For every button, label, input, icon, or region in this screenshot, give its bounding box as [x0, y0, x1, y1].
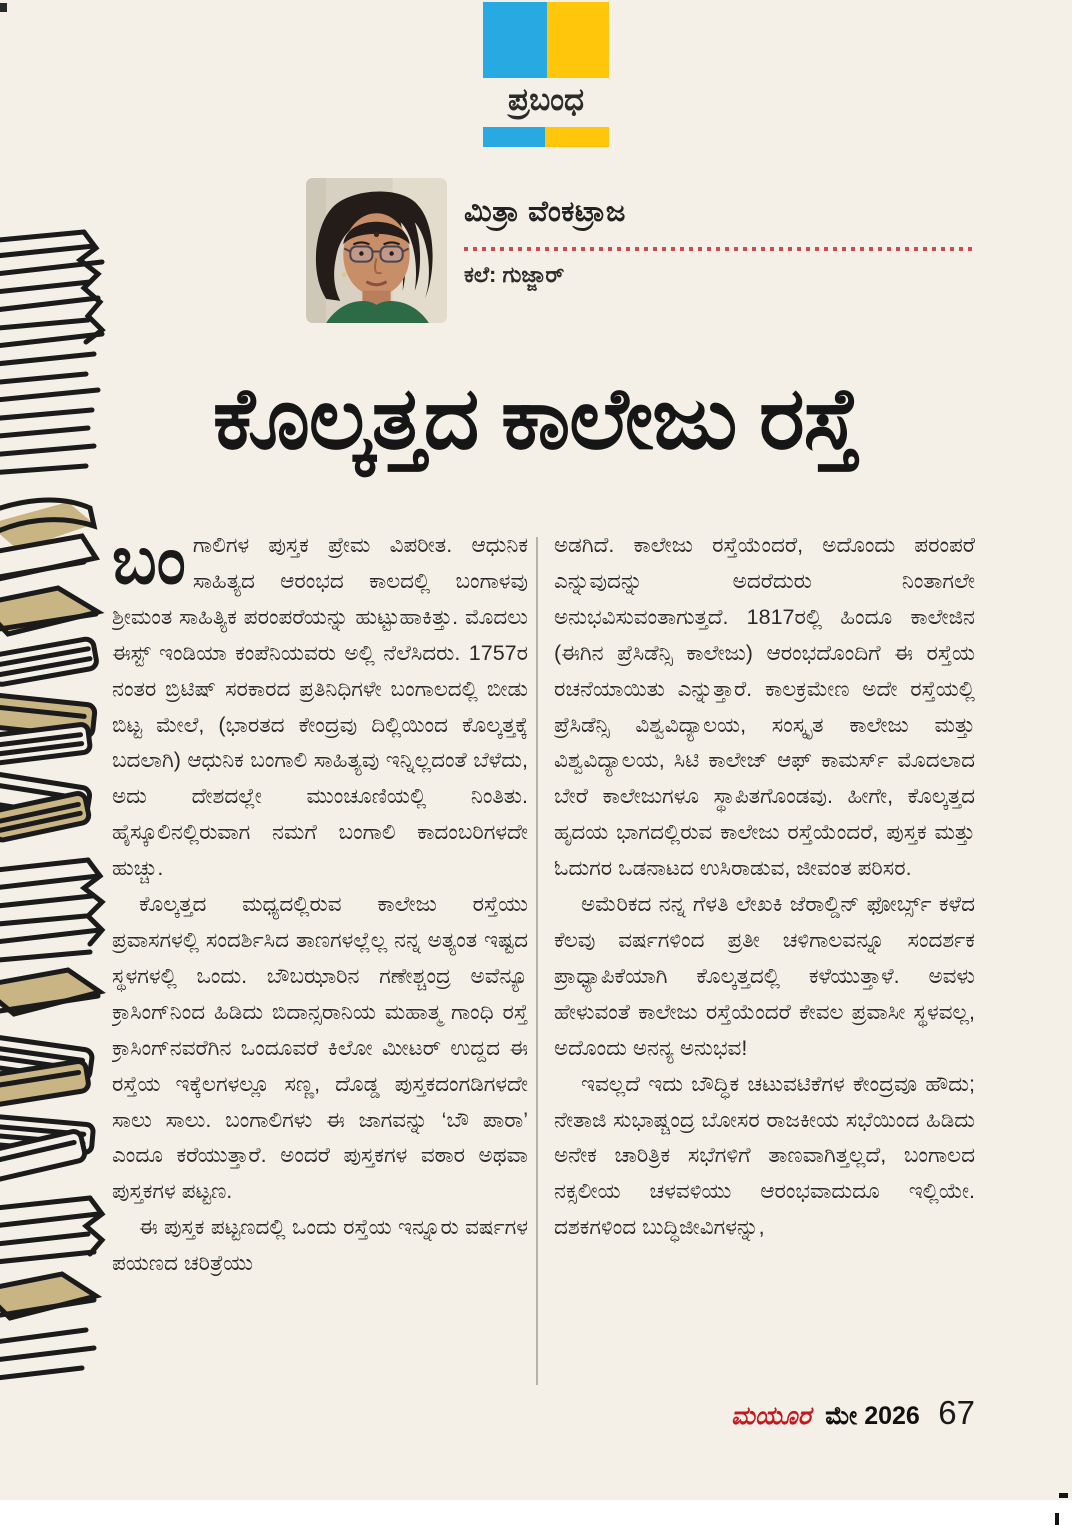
- kicker-strip-blue: [483, 127, 545, 147]
- page-footer: [731, 1394, 975, 1432]
- section-kicker: ಪ್ರಬಂಧ: [508, 82, 584, 117]
- author-name: ಮಿತ್ರಾ ವೆಂಕಟ್ರಾಜ: [464, 196, 626, 228]
- author-photo: [306, 178, 447, 323]
- crop-mark: [1055, 1513, 1059, 1525]
- scan-bottom-strip: [0, 1500, 1072, 1525]
- article-paragraph: ಅಡಗಿದೆ. ಕಾಲೇಜು ರಸ್ತೆಯೆಂದರೆ, ಅದೊಂದು ಪರಂಪರೆ ಎನ್ನುವುದನ್ನು ಅದರೆದುರು ನಿಂತಾಗಲೇ ಅನುಭವಿಸುವಂತಾಗುತ್ತದೆ. 1817ರಲ್ಲಿ ಹಿಂದೂ ಕಾಲೇಜಿನ (ಈಗಿನ ಪ್ರೆಸಿಡೆನ್ಸಿ ಕಾಲೇಜು) ಆರಂಭದೊಂದಿಗೆ ಈ ರಸ್ತೆಯ ರಚನೆಯಾಯಿತು ಎನ್ನುತ್ತಾರೆ. ಕಾಲಕ್ರಮೇಣ ಅದೇ ರಸ್ತೆಯಲ್ಲಿ ಪ್ರೆಸಿಡೆನ್ಸಿ ವಿಶ್ವವಿದ್ಯಾಲಯ, ಸಂಸ್ಕೃತ ಕಾಲೇಜು ಮತ್ತು ವಿಶ್ವವಿದ್ಯಾಲಯ, ಸಿಟಿ ಕಾಲೇಜ್ ಆಫ್ ಕಾಮರ್ಸ್ ಮೊದಲಾದ ಬೇರೆ ಕಾಲೇಜುಗಳೂ ಸ್ಥಾಪಿತಗೊಂಡವು. ಹೀಗೇ, ಕೊಲ್ಕತ್ತದ ಹೃದಯ ಭಾಗದಲ್ಲಿರುವ ಕಾಲೇಜು ರಸ್ತೆಯೆಂದರೆ, ಪುಸ್ತಕ ಮತ್ತು ಓದುಗರ ಒಡನಾಟದ ಉಸಿರಾಡುವ, ಜೀವಂತ ಪರಿಸರ.: [554, 533, 975, 881]
- column-divider: [536, 537, 538, 1385]
- article-paragraph: ಈ ಪುಸ್ತಕ ಪಟ್ಟಣದಲ್ಲಿ ಒಂದು ರಸ್ತೆಯ ಇನ್ನೂರು ವರ್ಷಗಳ ಪಯಣದ ಚರಿತ್ರೆಯು: [112, 1215, 528, 1276]
- article-paragraph: ಅಮೆರಿಕದ ನನ್ನ ಗೆಳತಿ ಲೇಖಕಿ ಜೆರಾಲ್ಡಿನ್ ಫೋರ್ಬ್ಸ್ ಕಳೆದ ಕೆಲವು ವರ್ಷಗಳಿಂದ ಪ್ರತೀ ಚಳಿಗಾಲವನ್ನೂ ಸಂದರ್ಶಕ ಪ್ರಾಧ್ಯಾಪಿಕೆಯಾಗಿ ಕೊಲ್ಕತ್ತದಲ್ಲಿ ಕಳೆಯುತ್ತಾಳೆ. ಅವಳು ಹೇಳುವಂತೆ ಕಾಲೇಜು ರಸ್ತೆಯೆಂದರೆ ಕೇವಲ ಪ್ರವಾಸೀ ಸ್ಥಳವಲ್ಲ, ಅದೊಂದು ಅನನ್ಯ ಅನುಭವ!: [554, 892, 975, 1060]
- art-credit: ಕಲೆ: ಗುಜ್ಜಾರ್: [464, 262, 565, 287]
- article-column-left: [112, 528, 528, 1394]
- article-column-right: [554, 528, 975, 1394]
- drop-cap: ಬಂ: [112, 528, 186, 597]
- kicker-strip-yellow: [545, 127, 609, 147]
- magazine-name: ಮಯೂರ: [731, 1402, 811, 1430]
- article-paragraph: ಕೊಲ್ಕತ್ತದ ಮಧ್ಯದಲ್ಲಿರುವ ಕಾಲೇಜು ರಸ್ತೆಯು ಪ್ರವಾಸಗಳಲ್ಲಿ ಸಂದರ್ಶಿಸಿದ ತಾಣಗಳಲ್ಲೆಲ್ಲ ನನ್ನ ಅತ್ಯಂತ ಇಷ್ಟದ ಸ್ಥಳಗಳಲ್ಲಿ ಒಂದು. ಬೌಬಝಾರಿನ ಗಣೇಶ್ಚಂದ್ರ ಅವೆನ್ಯೂ ಕ್ರಾಸಿಂಗ್‌ನಿಂದ ಹಿಡಿದು ಬಿದಾನ್ಸರಾನಿಯ ಮಹಾತ್ಮ ಗಾಂಧಿ ರಸ್ತೆ ಕ್ರಾಸಿಂಗ್‌ನವರೆಗಿನ ಒಂದೂವರೆ ಕಿಲೋ ಮೀಟರ್ ಉದ್ದದ ಈ ರಸ್ತೆಯ ಇಕ್ಕೆಲಗಳಲ್ಲೂ ಸಣ್ಣ, ದೊಡ್ಡ ಪುಸ್ತಕದಂಗಡಿಗಳದೇ ಸಾಲು ಸಾಲು. ಬಂಗಾಲಿಗಳು ಈ ಜಾಗವನ್ನು ‘ಬೌ ಪಾರಾ’ ಎಂದೂ ಕರೆಯುತ್ತಾರೆ. ಅಂದರೆ ಪುಸ್ತಕಗಳ ವಠಾರ ಅಥವಾ ಪುಸ್ತಕಗಳ ಪಟ್ಟಣ.: [112, 892, 528, 1204]
- issue-date: ಮೇ 2026: [825, 1402, 920, 1430]
- kicker-blue-block: [483, 2, 547, 78]
- dotted-rule: [464, 247, 975, 251]
- article-paragraph: ಇವಲ್ಲದೆ ಇದು ಬೌದ್ಧಿಕ ಚಟುವಟಿಕೆಗಳ ಕೇಂದ್ರವೂ ಹೌದು; ನೇತಾಜಿ ಸುಭಾಷ್ಚಂದ್ರ ಬೋಸರ ರಾಜಕೀಯ ಸಭೆಯಿಂದ ಹಿಡಿದು ಅನೇಕ ಚಾರಿತ್ರಿಕ ಸಭೆಗಳಿಗೆ ತಾಣವಾಗಿತ್ತಲ್ಲದೆ, ಬಂಗಾಲದ ನಕ್ಸಲೀಯ ಚಳವಳಿಯು ಆರಂಭವಾದುದೂ ಇಲ್ಲಿಯೇ. ದಶಕಗಳಿಂದ ಬುದ್ಧಿಜೀವಿಗಳನ್ನು,: [554, 1071, 975, 1240]
- crop-mark: [1059, 1493, 1068, 1498]
- article-paragraph: ಬಂಗಾಲಿಗಳ ಪುಸ್ತಕ ಪ್ರೇಮ ವಿಪರೀತ. ಆಧುನಿಕ ಸಾಹಿತ್ಯದ ಆರಂಭದ ಕಾಲದಲ್ಲಿ ಬಂಗಾಳವು ಶ್ರೀಮಂತ ಸಾಹಿತ್ಯಿಕ ಪರಂಪರೆಯನ್ನು ಹುಟ್ಟುಹಾಕಿತ್ತು. ಮೊದಲು ಈಸ್ಟ್ ಇಂಡಿಯಾ ಕಂಪೆನಿಯವರು ಅಲ್ಲಿ ನೆಲೆಸಿದರು. 1757ರ ನಂತರ ಬ್ರಿಟಿಷ್ ಸರಕಾರದ ಪ್ರತಿನಿಧಿಗಳೇ ಬಂಗಾಲದಲ್ಲಿ ಬೀಡು ಬಿಟ್ಟ ಮೇಲೆ, (ಭಾರತದ ಕೇಂದ್ರವು ದಿಲ್ಲಿಯಿಂದ ಕೊಲ್ಕತ್ತಕ್ಕೆ ಬದಲಾಗಿ) ಆಧುನಿಕ ಬಂಗಾಲಿ ಸಾಹಿತ್ಯವು ಇನ್ನಿಲ್ಲದಂತೆ ಬೆಳೆದು, ಅದು ದೇಶದಲ್ಲೇ ಮುಂಚೂಣಿಯಲ್ಲಿ ನಿಂತಿತು. ಹೈಸ್ಕೂಲಿನಲ್ಲಿರುವಾಗ ನಮಗೆ ಬಂಗಾಲಿ ಕಾದಂಬರಿಗಳದೇ ಹುಚ್ಚು.: [112, 528, 528, 881]
- page-number: 67: [938, 1394, 975, 1431]
- kicker-yellow-block: [547, 2, 609, 78]
- scan-mark-top-left: [0, 3, 7, 12]
- article-title: ಕೊಲ್ಕತ್ತದ ಕಾಲೇಜು ರಸ್ತೆ: [212, 371, 860, 467]
